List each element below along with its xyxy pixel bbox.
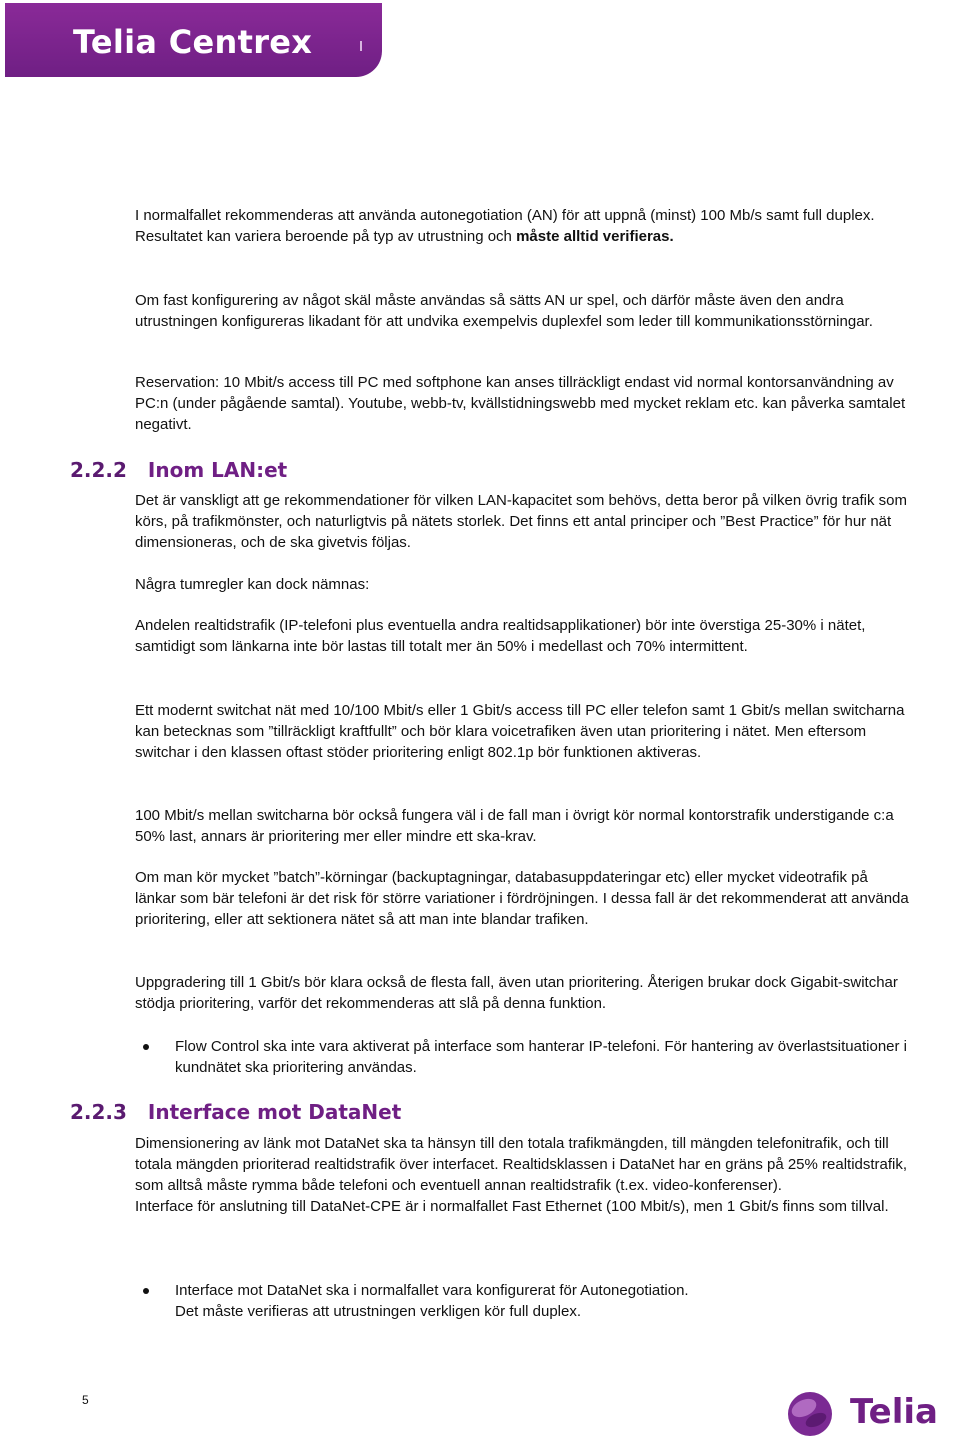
section-title: Inom LAN:et: [147, 458, 288, 482]
list-item-line: Det måste verifieras att utrustningen verkligen kör full duplex.: [175, 1303, 582, 1320]
header-decoration: [360, 41, 362, 51]
paragraph-text: Om fast konfigurering av något skäl måste användas så sätts AN ur spel, och därför måste även den andra utrustningen konfigureras likadant för att undvika exempelvis duplexfel som leder till kommunikationsstörningar.: [135, 292, 873, 330]
section-heading-222: [70, 458, 287, 482]
paragraph-text: I normalfallet rekommenderas att använda autonegotiation (AN) för att uppnå (minst) 100 Mb/s samt full duplex. Resultatet kan variera beroende på typ av utrustning och: [135, 207, 875, 245]
paragraph-text: Uppgradering till 1 Gbit/s bör klara också de flesta fall, även utan prioritering. Återigen brukar dock Gigabit-switchar stödja prioritering, varför det rekommenderas att slå på denna funktion.: [135, 974, 898, 1012]
section-number: 2.2.2: [70, 458, 127, 482]
paragraph-rules-intro: [135, 574, 910, 595]
paragraph-bold-text: måste alltid verifieras.: [516, 228, 674, 245]
paragraph-text: Om man kör mycket ”batch”-körningar (backuptagningar, databasuppdateringar etc) eller mycket videotrafik på länkar som bär telefoni är det risk för större variationer i fördröjningen. I dessa fall är det rekommenderat att använda prioritering, eller att sektionera nätet så att man inte blandar trafiken.: [135, 869, 909, 928]
header-title: Telia Centrex: [73, 23, 313, 61]
paragraph-text: Interface för anslutning till DataNet-CPE är i normalfallet Fast Ethernet (100 Mbit/s), men 1 Gbit/s finns som tillval.: [135, 1198, 889, 1215]
page-number: 5: [82, 1393, 89, 1407]
section-title: Interface mot DataNet: [147, 1100, 402, 1124]
paragraph-text: Ett modernt switchat nät med 10/100 Mbit/s eller 1 Gbit/s access till PC eller telefon samt 1 Gbit/s mellan switcharna kan betecknas som ”tillräckligt kraftfullt” och bör klara voicetrafiken även utan prioritering i nätet. Men eftersom switchar i den klassen oftast stöder prioritering enligt 802.1p bör funktionen aktiveras.: [135, 702, 905, 761]
list-item-text: [175, 1280, 910, 1322]
section-number: 2.2.3: [70, 1100, 127, 1124]
paragraph-lan-intro: [135, 490, 910, 553]
paragraph-reservation: [135, 372, 910, 435]
bullet-icon: [143, 1288, 149, 1294]
paragraph-100mbit: [135, 805, 910, 847]
list-item-text: Flow Control ska inte vara aktiverat på interface som hanterar IP-telefoni. För hantering av överlastsituationer i kundnätet ska prioritering användas.: [175, 1038, 908, 1076]
paragraph-fixed-config: [135, 290, 910, 332]
paragraph-datanet-dimensioning: [135, 1133, 910, 1217]
paragraph-switched-network: [135, 700, 910, 763]
paragraph-text: Andelen realtidstrafik (IP-telefoni plus eventuella andra realtidsapplikationer) bör inte överstiga 25-30% i nätet, samtidigt som länkarna inte bör lastas till totalt mer än 50% i medellast och 70% intermittent.: [135, 617, 866, 655]
list-item: [135, 1036, 910, 1078]
bullet-icon: [143, 1044, 149, 1050]
paragraph-text: Det är vanskligt att ge rekommendationer för vilken LAN-kapacitet som behövs, detta beror på vilken övrig trafik som körs, på trafikmönster, och naturligtvis på nätets storlek. Det finns ett antal principer och ”Best Practice” för hur nät dimensioneras, och de ska givetvis följas.: [135, 492, 908, 551]
section-heading-223: [70, 1100, 401, 1124]
list-item: [135, 1280, 910, 1322]
paragraph-upgrade: [135, 972, 910, 1014]
paragraph-autonegotiation: [135, 205, 910, 247]
paragraph-realtime-share: [135, 615, 910, 657]
paragraph-text: Reservation: 10 Mbit/s access till PC med softphone kan anses tillräckligt endast vid normal kontorsanvändning av PC:n (under pågående samtal). Youtube, webb-tv, kvällstidningswebb med mycket reklam etc. kan påverka samtalet negativt.: [135, 374, 906, 433]
paragraph-text: Några tumregler kan dock nämnas:: [135, 576, 370, 593]
header-banner: [5, 3, 382, 77]
paragraph-text: 100 Mbit/s mellan switcharna bör också fungera väl i de fall man i övrigt kör normal kontorstrafik understigande c:a 50% last, annars är prioritering mer eller mindre ett ska-krav.: [135, 807, 894, 845]
logo-text: Telia: [850, 1392, 938, 1432]
list-item-line: Interface mot DataNet ska i normalfallet vara konfigurerat för Autonegotiation.: [175, 1282, 689, 1299]
paragraph-text: Dimensionering av länk mot DataNet ska ta hänsyn till den totala trafikmängden, till mängden telefonitrafik, och till totala mängden prioriterad realtidstrafik över interfacet. Realtidsklassen i DataNet har en gräns på 25% realtidstrafik, som alltså måste rymma både telefoni och eventuell annan realtidstrafik (t.ex. video-konferenser).: [135, 1135, 908, 1194]
paragraph-batch: [135, 867, 910, 930]
